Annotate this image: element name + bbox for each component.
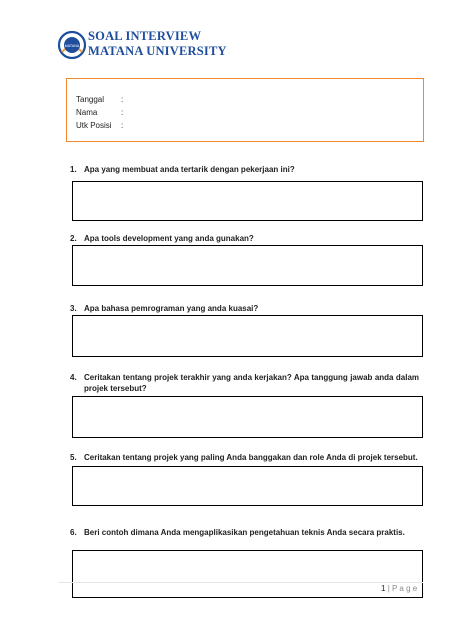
footer-divider	[58, 582, 423, 583]
info-label: Tanggal	[76, 95, 105, 104]
question-text: Apa yang membuat anda tertarik dengan pekerjaan ini?	[84, 165, 295, 174]
answer-box-5[interactable]	[72, 466, 423, 506]
question-text: Ceritakan tentang projek yang paling Anda banggakan dan role Anda di projek tersebut.	[84, 453, 418, 462]
question-number: 2.	[70, 234, 77, 243]
answer-box-1[interactable]	[72, 181, 423, 221]
question-text: Apa tools development yang anda gunakan?	[84, 234, 254, 243]
question-number: 1.	[70, 165, 77, 174]
info-label: Nama	[76, 108, 98, 117]
header-line-2: MATANA UNIVERSITY	[88, 44, 227, 58]
answer-box-4[interactable]	[72, 396, 423, 438]
question-text: Apa bahasa pemrograman yang anda kuasai?	[84, 304, 259, 313]
info-colon: :	[121, 121, 124, 130]
page-number: 1	[381, 584, 386, 593]
footer-separator: |	[387, 584, 390, 593]
question-number: 3.	[70, 304, 77, 313]
question-number: 5.	[70, 453, 77, 462]
info-label: Utk Posisi	[76, 121, 112, 130]
question-text: Ceritakan tentang projek terakhir yang anda kerjakan? Apa tanggung jawab anda dalam projek tersebut?	[84, 373, 419, 393]
info-row-utk-posisi	[76, 121, 124, 130]
info-row-nama	[76, 108, 124, 117]
header-title	[88, 29, 227, 59]
info-colon: :	[121, 95, 124, 104]
info-row-tanggal	[76, 95, 124, 104]
logo-text: MATANA	[64, 44, 80, 48]
question-number: 6.	[70, 528, 77, 537]
page-word: P a g e	[392, 584, 418, 593]
page-footer	[381, 584, 417, 593]
answer-box-2[interactable]	[72, 245, 423, 286]
candidate-info-box	[66, 78, 424, 142]
question-text: Beri contoh dimana Anda mengaplikasikan pengetahuan teknis Anda secara praktis.	[84, 528, 405, 537]
question-number: 4.	[70, 373, 77, 382]
answer-box-6[interactable]	[72, 550, 423, 598]
header-line-1: SOAL INTERVIEW	[88, 29, 202, 43]
info-colon: :	[121, 108, 124, 117]
answer-box-3[interactable]	[72, 315, 423, 357]
university-logo	[57, 30, 87, 60]
